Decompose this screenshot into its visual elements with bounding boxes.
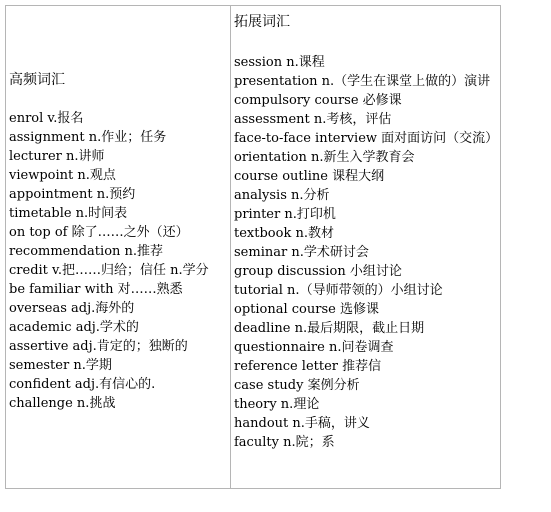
vocab-entry: enrol v.报名 [9,111,84,126]
high-frequency-column [6,6,230,488]
vocab-entry: timetable n.时间表 [9,206,128,221]
vocab-entry: case study 案例分析 [234,378,360,393]
extended-word-list [234,53,498,452]
vocab-entry: viewpoint n.观点 [9,168,116,183]
vocab-entry: seminar n.学术研讨会 [234,245,369,260]
vocab-entry: assessment n.考核，评估 [234,112,392,127]
vocab-entry: be familiar with 对……熟悉 [9,282,183,297]
vocab-entry: assertive adj.肯定的；独断的 [9,339,188,354]
vocab-entry: recommendation n.推荐 [9,244,164,259]
vocab-entry: optional course 选修课 [234,302,379,317]
vocab-entry: appointment n.预约 [9,187,136,202]
vocab-entry: credit v.把……归给；信任 n.学分 [9,263,209,278]
vocab-entry: textbook n.教材 [234,226,334,241]
vocabulary-table [5,5,501,489]
vocab-entry: session n.课程 [234,55,325,70]
vocab-entry: deadline n.最后期限，截止日期 [234,321,425,336]
extended-column [230,6,500,488]
high-frequency-heading: 高频词汇 [9,72,65,88]
vocab-entry: tutorial n.（导师带领的）小组讨论 [234,283,443,298]
extended-heading: 拓展词汇 [234,14,290,30]
vocab-entry: reference letter 推荐信 [234,359,382,374]
vocab-entry: compulsory course 必修课 [234,93,402,108]
vocab-entry: academic adj.学术的 [9,320,139,335]
vocab-entry: presentation n.（学生在课堂上做的）演讲 [234,74,491,89]
vocab-entry: semester n.学期 [9,358,112,373]
vocab-entry: on top of 除了……之外（还） [9,225,189,240]
vocab-entry: theory n.理论 [234,397,320,412]
vocab-entry: assignment n.作业；任务 [9,130,167,145]
vocab-entry: course outline 课程大纲 [234,169,385,184]
vocab-entry: orientation n.新生入学教育会 [234,150,415,165]
vocab-entry: analysis n.分析 [234,188,330,203]
vocab-entry: lecturer n.讲师 [9,149,105,164]
high-frequency-word-list [9,109,228,413]
vocab-entry: handout n.手稿，讲义 [234,416,370,431]
vocab-entry: printer n.打印机 [234,207,336,222]
vocab-entry: challenge n.挑战 [9,396,116,411]
vocab-entry: group discussion 小组讨论 [234,264,402,279]
vocab-entry: faculty n.院；系 [234,435,335,450]
vocab-entry: overseas adj.海外的 [9,301,135,316]
vocab-entry: questionnaire n.问卷调查 [234,340,394,355]
vocab-entry: face-to-face interview 面对面访问（交流） [234,131,499,146]
vocab-entry: confident adj.有信心的. [9,377,156,392]
